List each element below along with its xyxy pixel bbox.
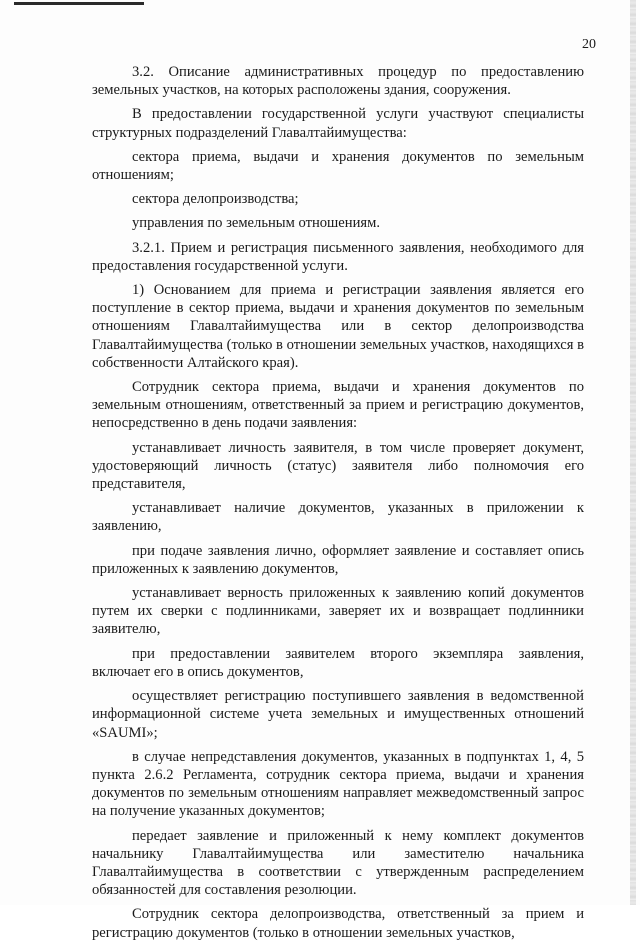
duty-registration-saumi: осуществляет регистрацию поступившего заявления в ведомственной информационной системе учета земельных и имущественных отношений «SAUMI»; — [92, 688, 584, 741]
page-number: 20 — [582, 37, 596, 52]
list-item-records-sector: сектора делопроизводства; — [132, 191, 299, 208]
paragraph-employee-duties: Сотрудник сектора приема, выдачи и хранения документов по земельным отношениям, ответственный за прием и регистрацию документов, непосредственно в день подачи заявления: — [92, 379, 584, 432]
list-item-land-relations-sector: сектора приема, выдачи и хранения документов по земельным отношениям; — [92, 148, 584, 184]
list-item-land-management: управления по земельным отношениям. — [132, 215, 380, 232]
duty-inventory: при подаче заявления лично, оформляет заявление и составляет опись приложенных к заявлению документов, — [92, 542, 584, 577]
document-body — [92, 63, 584, 942]
paragraph-basis: 1) Основанием для приема и регистрации заявления является его поступление в сектор приема, выдачи и хранения документов по земельным отношениям Главалтайимущества или в сектор делопроизводства Главалтайимущества (только в отношении земельных участков, находящихся в собственности Алтайского края). — [92, 282, 584, 371]
section-heading-3-2: 3.2. Описание административных процедур по предоставлению земельных участков, на которых расположены здания, сооружения. — [92, 64, 584, 99]
duty-transfer-to-head: передает заявление и приложенный к нему комплект документов начальнику Главалтайимущества или заместителю начальника Главалтайимущества в соответствии с утвержденным распределением обязанностей для составления резолюции. — [92, 827, 584, 899]
duty-interdepartmental-request: в случае непредставления документов, указанных в подпунктах 1, 4, 5 пункта 2.6.2 Регламента, сотрудник сектора приема, выдачи и хранения документов по земельным отношениям направляет межведомственный запрос на получение указанных документов; — [92, 748, 584, 820]
duty-identity-check: устанавливает личность заявителя, в том числе проверяет документ, удостоверяющий личность (статус) заявителя либо полномочия его представителя, — [92, 439, 584, 493]
page-edge-shadow — [630, 0, 636, 905]
paragraph-records-sector-employee: Сотрудник сектора делопроизводства, ответственный за прием и регистрацию документов (только в отношении земельных участков, — [92, 906, 584, 941]
duty-documents-presence: устанавливает наличие документов, указанных в приложении к заявлению, — [92, 500, 584, 535]
duty-second-copy: при предоставлении заявителем второго экземпляра заявления, включает его в опись документов, — [92, 645, 584, 680]
section-heading-3-2-1: 3.2.1. Прием и регистрация письменного заявления, необходимого для предоставления государственной услуги. — [92, 239, 584, 274]
paragraph-participants: В предоставлении государственной услуги участвуют специалисты структурных подразделений Главалтайимущества: — [92, 106, 584, 141]
top-scan-mark — [14, 2, 144, 5]
duty-copies-verification: устанавливает верность приложенных к заявлению копий документов путем их сверки с подлинниками, заверяет их и возвращает подлинники заявителю, — [92, 585, 584, 638]
